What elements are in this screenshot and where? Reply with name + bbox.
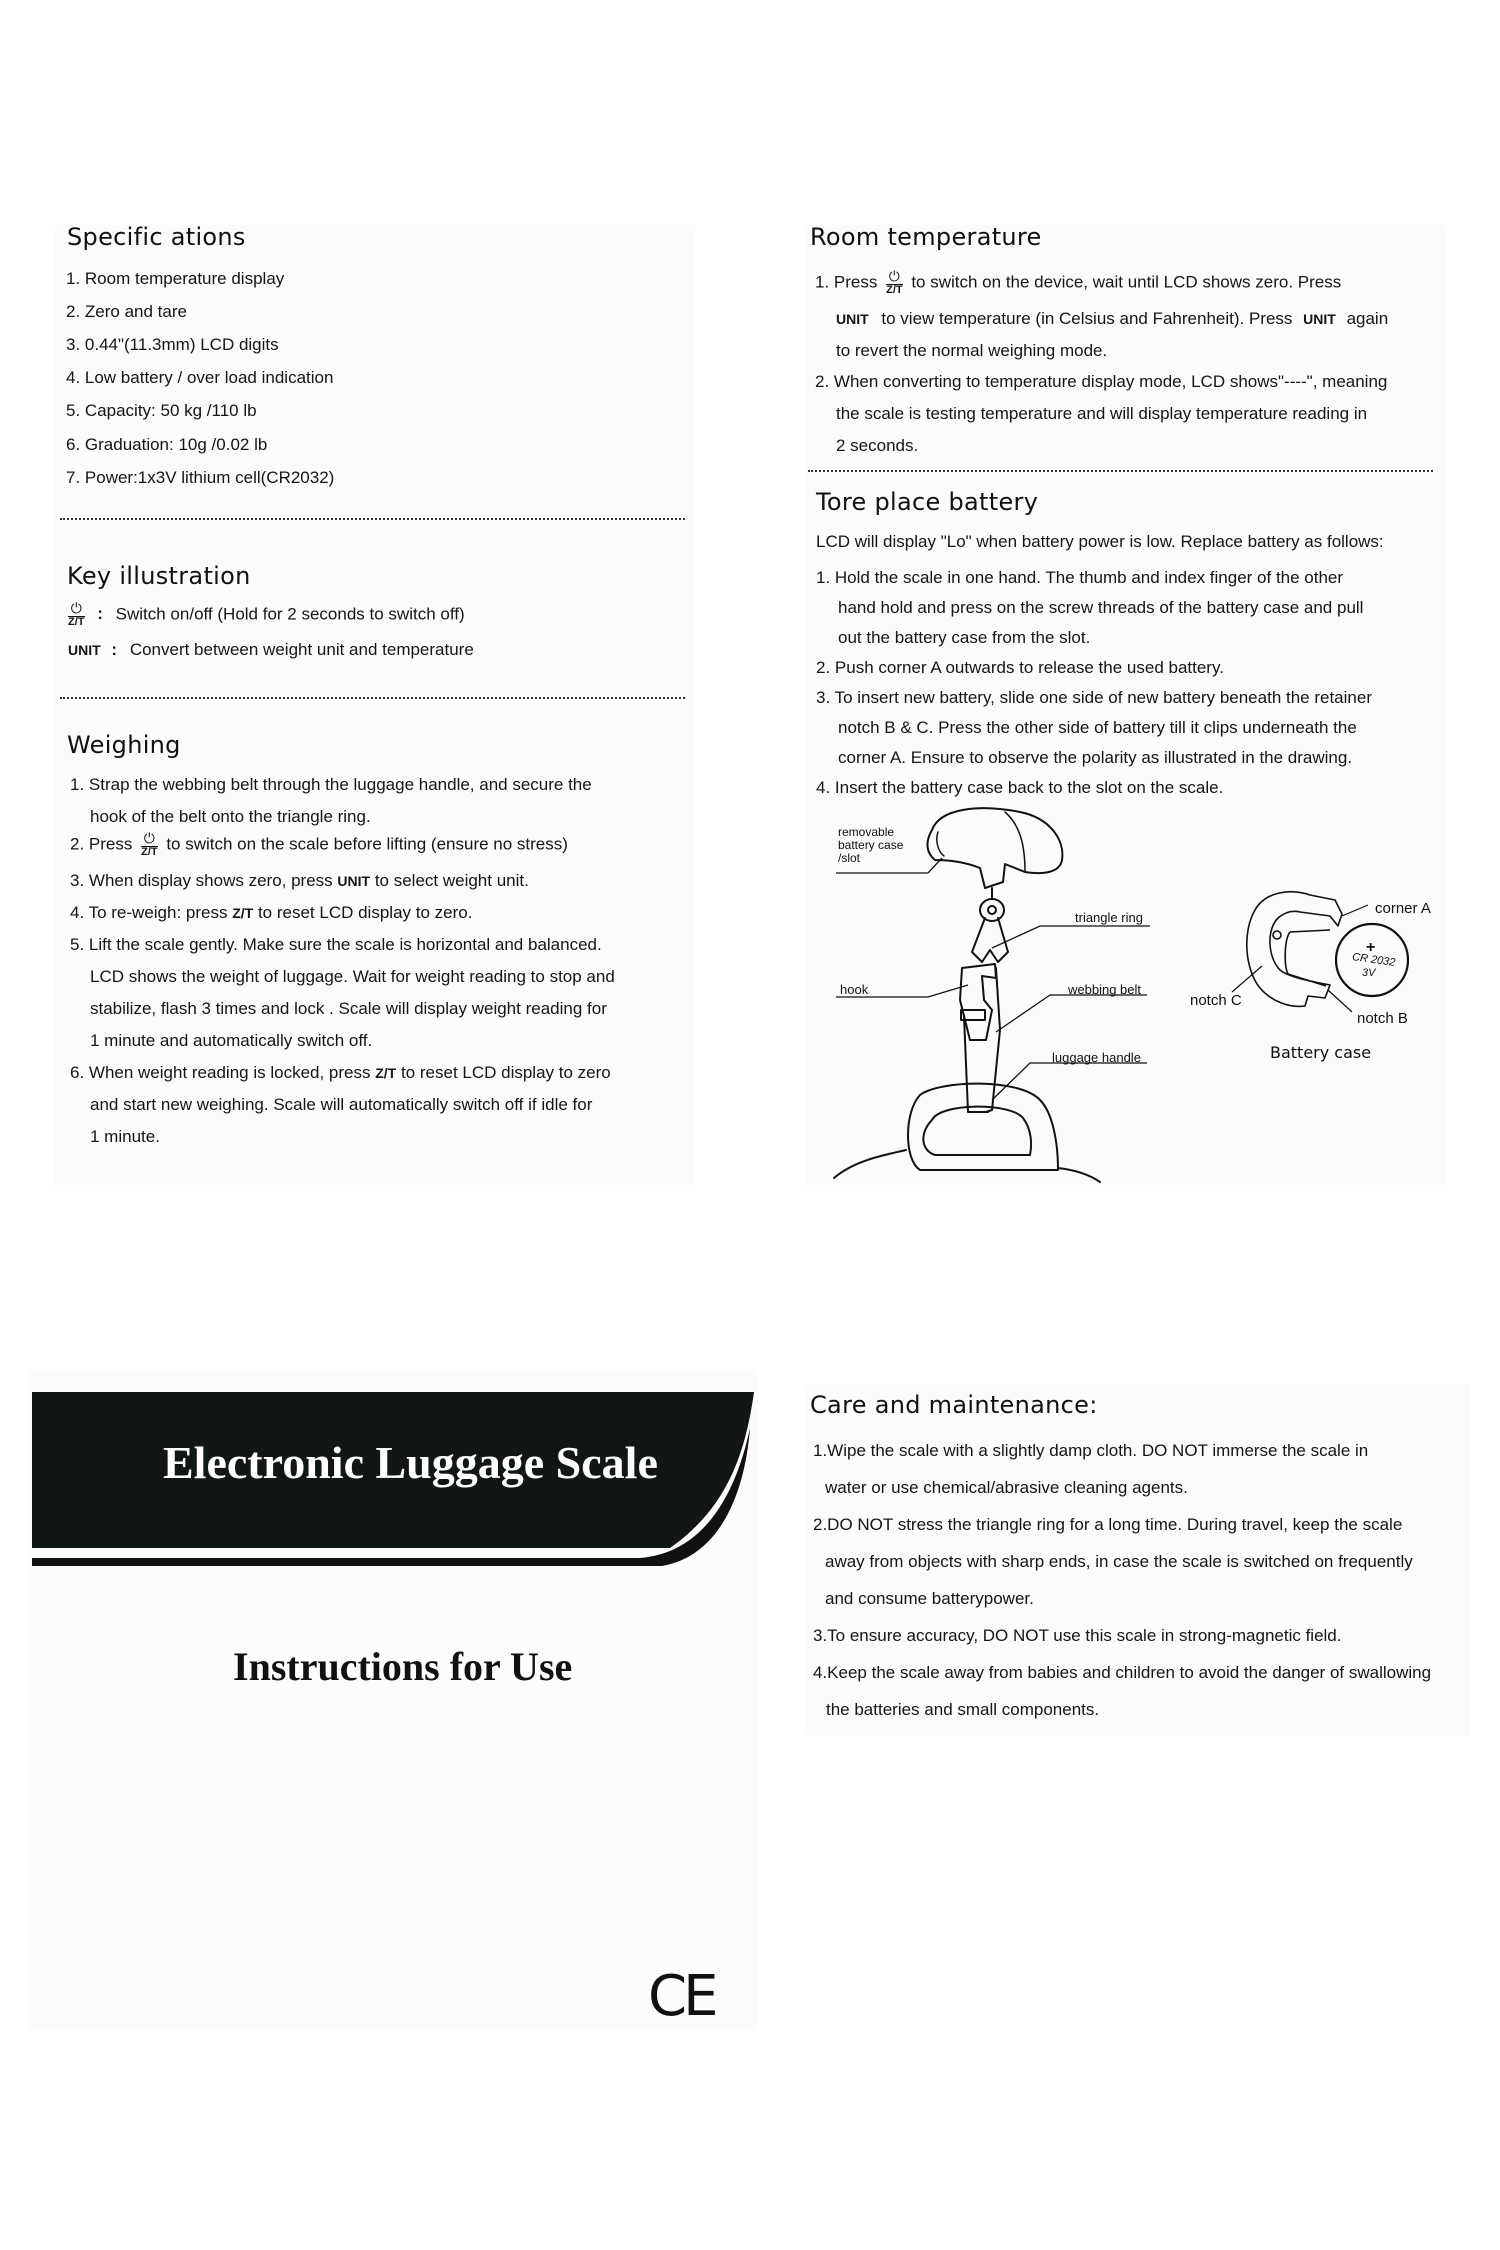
scale-body — [927, 808, 1062, 888]
key-unit-row — [68, 640, 474, 660]
power-icon: ⏻ — [141, 832, 158, 847]
cell-model: CR 2032 — [1351, 951, 1397, 969]
label-luggage-handle: luggage handle — [1052, 1050, 1141, 1065]
weighing-line — [70, 1063, 611, 1083]
spec-item: 5. Capacity: 50 kg /110 lb — [66, 401, 257, 420]
room-temp-text: to switch on the device, wait until LCD shows zero. Press — [911, 272, 1342, 292]
battery-case-outline — [1247, 892, 1342, 1007]
divider — [808, 470, 1433, 472]
zt-key-label: Z/T — [232, 905, 254, 921]
power-icon: ⏻ — [886, 270, 903, 285]
battery-line: hand hold and press on the screw threads of the battery case and pull — [838, 598, 1364, 617]
spec-item: 6. Graduation: 10g /0.02 lb — [66, 435, 268, 454]
weighing-line: 5. Lift the scale gently. Make sure the scale is horizontal and balanced. — [70, 935, 602, 954]
luggage-handle — [908, 1084, 1058, 1170]
label-notch-c: notch C — [1190, 992, 1242, 1009]
unit-key-label: UNIT — [337, 873, 371, 889]
room-temp-line — [815, 270, 1341, 296]
power-zt-key-icon — [68, 602, 85, 628]
cell-voltage: 3V — [1362, 967, 1376, 979]
unit-key-label: UNIT — [836, 311, 869, 327]
battery-line: 4. Insert the battery case back to the slot on the scale. — [816, 778, 1224, 797]
room-temperature-heading: Room temperature — [810, 223, 1042, 251]
room-temp-line: to revert the normal weighing mode. — [836, 341, 1108, 360]
label-hook: hook — [840, 982, 869, 997]
cover-title: Electronic Luggage Scale — [163, 1437, 658, 1488]
zt-label: Z/T — [68, 616, 85, 628]
spec-item: 3. 0.44"(11.3mm) LCD digits — [66, 335, 279, 354]
weighing-line: 1. Strap the webbing belt through the luggage handle, and secure the — [70, 775, 592, 794]
ring — [980, 899, 1004, 921]
label-line: removable — [838, 825, 895, 839]
divider — [60, 697, 685, 699]
weighing-line: hook of the belt onto the triangle ring. — [90, 807, 371, 826]
zt-label: Z/T — [886, 284, 903, 296]
unit-key-description: Convert between weight unit and temperature — [129, 640, 474, 659]
ce-mark: CE — [648, 1964, 715, 2029]
care-line: the batteries and small components. — [826, 1700, 1100, 1719]
weighing-line: 1 minute and automatically switch off. — [90, 1031, 373, 1050]
care-line: 4.Keep the scale away from babies and children to avoid the danger of swallowing — [813, 1663, 1432, 1682]
weighing-line: stabilize, flash 3 times and lock . Scale will display weight reading for — [90, 999, 607, 1018]
battery-intro: LCD will display "Lo" when battery power is low. Replace battery as follows: — [816, 532, 1384, 551]
label-line: /slot — [838, 851, 861, 865]
webbing-belt — [986, 968, 1000, 1112]
weighing-text: 6. When weight reading is locked, press — [70, 1063, 371, 1082]
label-webbing-belt: webbing belt — [1068, 982, 1141, 997]
battery-line: notch B & C. Press the other side of battery till it clips underneath the — [838, 718, 1357, 737]
weighing-text: 2. Press — [70, 834, 133, 854]
battery-line: 3. To insert new battery, slide one side of new battery beneath the retainer — [816, 688, 1372, 707]
care-heading: Care and maintenance: — [810, 1391, 1098, 1419]
weighing-line — [70, 832, 568, 858]
care-line: and consume batterypower. — [825, 1589, 1034, 1608]
weighing-line — [70, 903, 472, 923]
power-zt-key-icon — [141, 832, 158, 858]
zt-key-label: Z/T — [375, 1065, 397, 1081]
care-line: away from objects with sharp ends, in case the scale is switched on frequently — [825, 1552, 1413, 1571]
weighing-line: and start new weighing. Scale will automatically switch off if idle for — [90, 1095, 593, 1114]
cover-subtitle: Instructions for Use — [233, 1644, 573, 1689]
room-temp-line: 2. When converting to temperature display mode, LCD shows"----", meaning — [815, 372, 1388, 391]
care-line: 2.DO NOT stress the triangle ring for a long time. During travel, keep the scale — [813, 1515, 1403, 1534]
zt-label: Z/T — [141, 846, 158, 858]
colon: : — [97, 604, 103, 624]
weighing-heading: Weighing — [67, 731, 181, 759]
battery-plus-icon: + — [1366, 939, 1376, 956]
divider — [60, 518, 685, 520]
battery-slot — [937, 832, 944, 856]
room-temp-line: the scale is testing temperature and will display temperature reading in — [836, 404, 1368, 423]
power-key-description: Switch on/off (Hold for 2 seconds to switch off) — [115, 604, 465, 624]
label-triangle-ring: triangle ring — [1075, 910, 1143, 925]
care-line: water or use chemical/abrasive cleaning agents. — [825, 1478, 1188, 1497]
room-temp-line: 2 seconds. — [836, 436, 919, 455]
room-temp-line — [836, 309, 1388, 329]
weighing-text: to reset LCD display to zero. — [257, 903, 473, 922]
unit-key-label: UNIT — [68, 642, 101, 658]
power-zt-key-icon — [886, 270, 903, 296]
weighing-text: to switch on the scale before lifting (ensure no stress) — [166, 834, 568, 854]
weighing-text: to select weight unit. — [374, 871, 529, 890]
label-line: battery case — [838, 838, 904, 852]
triangle-ring — [972, 918, 1008, 962]
battery-line: 2. Push corner A outwards to release the used battery. — [816, 658, 1224, 677]
weighing-text: 3. When display shows zero, press — [70, 871, 333, 890]
weighing-text: to reset LCD display to zero — [400, 1063, 611, 1082]
key-power-row — [68, 602, 465, 628]
battery-line: 1. Hold the scale in one hand. The thumb and index finger of the other — [816, 568, 1344, 587]
weighing-line: LCD shows the weight of luggage. Wait for weight reading to stop and — [90, 967, 615, 986]
specifications-heading: Specific ations — [67, 223, 246, 251]
room-temp-text: again — [1346, 309, 1389, 328]
scale-body-edge — [1005, 812, 1025, 872]
power-icon: ⏻ — [68, 602, 85, 617]
colon: : — [111, 640, 118, 659]
unit-key-label: UNIT — [1303, 311, 1336, 327]
spec-item: 2. Zero and tare — [66, 302, 187, 321]
battery-case-caption: Battery case — [1270, 1043, 1372, 1062]
spec-item: 4. Low battery / over load indication — [66, 368, 334, 387]
key-illustration-heading: Key illustration — [67, 562, 251, 590]
label-notch-b: notch B — [1357, 1010, 1408, 1027]
care-line: 1.Wipe the scale with a slightly damp cloth. DO NOT immerse the scale in — [813, 1441, 1369, 1460]
care-line: 3.To ensure accuracy, DO NOT use this scale in strong-magnetic field. — [813, 1626, 1342, 1645]
battery-line: out the battery case from the slot. — [838, 628, 1091, 647]
spec-item: 1. Room temperature display — [66, 269, 285, 288]
weighing-line — [70, 871, 529, 891]
spec-item: 7. Power:1x3V lithium cell(CR2032) — [66, 468, 335, 487]
label-corner-a: corner A — [1375, 900, 1431, 917]
room-temp-text: to view temperature (in Celsius and Fahrenheit). Press — [881, 309, 1293, 328]
battery-heading: Tore place battery — [816, 488, 1039, 516]
label-removable-battery-case — [838, 826, 903, 865]
weighing-line: 1 minute. — [90, 1127, 160, 1146]
room-temp-text: 1. Press — [815, 272, 878, 292]
battery-line: corner A. Ensure to observe the polarity as illustrated in the drawing. — [838, 748, 1353, 767]
weighing-text: 4. To re-weigh: press — [70, 903, 228, 922]
